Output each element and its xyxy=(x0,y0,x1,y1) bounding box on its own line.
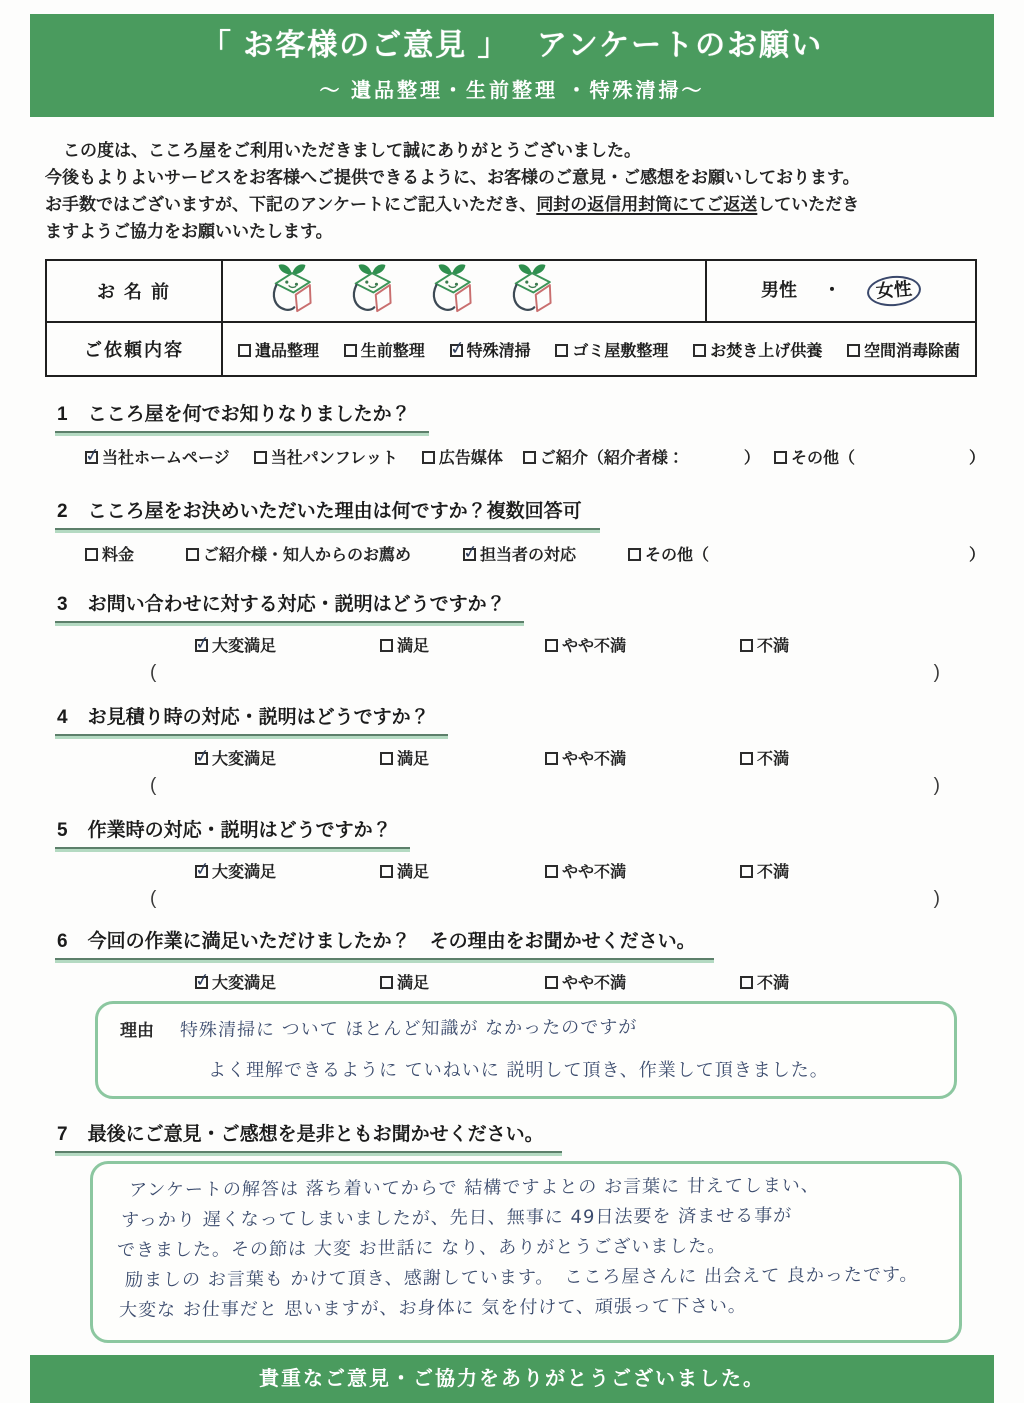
question-title: 最後にご意見・ご感想を是非ともお聞かせください。 xyxy=(87,1124,544,1145)
question-title: 作業時の対応・説明はどうですか？ xyxy=(87,820,392,841)
answer-option: ご紹介（紹介者様： xyxy=(523,445,684,468)
rating-option: やや不満 xyxy=(545,633,740,656)
rating-option: ✓大変満足 xyxy=(195,746,380,769)
checkbox-icon xyxy=(740,752,753,765)
checkbox-icon xyxy=(545,976,558,989)
mascot-stamp-icon xyxy=(506,262,558,320)
request-option: 空間消毒除菌 xyxy=(847,338,960,361)
request-options-cell xyxy=(222,322,976,376)
handwritten-comment-line: 大変な お仕事だと 思いますが、お身体に 気を付けて、頑張って下さい。 xyxy=(118,1295,748,1321)
mascot-stamp-icon xyxy=(266,262,318,320)
checkbox-icon xyxy=(186,548,199,561)
close-paren: ） xyxy=(968,450,985,467)
request-option: お焚き上げ供養 xyxy=(693,338,822,361)
answer-option: 料金 xyxy=(85,542,134,565)
checkbox-icon xyxy=(344,344,357,357)
checkbox-icon xyxy=(380,752,393,765)
question-title: お見積り時の対応・説明はどうですか？ xyxy=(87,707,430,728)
checkbox-icon xyxy=(740,865,753,878)
handwritten-comment-line: 励ましの お言葉も かけて頂き、感謝しています。 こころ屋さんに 出会えて 良かったです。 xyxy=(124,1264,919,1291)
rating-option: ✓大変満足 xyxy=(195,970,380,993)
rating-option: やや不満 xyxy=(545,859,740,882)
checkbox-icon xyxy=(380,976,393,989)
request-option: ✓ 特殊清掃 xyxy=(450,338,531,361)
intro-line-4: ますようご協力をお願いいたします。 xyxy=(45,222,333,241)
gender-separator: ・ xyxy=(823,280,841,300)
rating-option: 満足 xyxy=(380,633,545,656)
checkbox-icon xyxy=(195,976,208,989)
checkbox-icon xyxy=(254,451,267,464)
mascot-stamp-icon xyxy=(426,262,478,320)
request-option: ゴミ屋敷整理 xyxy=(555,338,668,361)
question-5 xyxy=(55,815,985,912)
checkbox-icon xyxy=(195,752,208,765)
name-label: お 名 前 xyxy=(46,260,222,322)
checkbox-icon xyxy=(238,344,251,357)
table-row xyxy=(46,322,976,376)
rating-option: 不満 xyxy=(740,859,789,882)
rating-option: 満足 xyxy=(380,746,545,769)
question-number: 3 xyxy=(57,594,68,615)
scanned-survey-page xyxy=(0,14,1024,1390)
answer-option: ✓ 担当者の対応 xyxy=(463,542,576,565)
mascot-stamp-icon xyxy=(346,262,398,320)
footer-banner: 貴重なご意見・ご協力をありがとうございました。 xyxy=(30,1355,994,1403)
rating-option: やや不満 xyxy=(545,970,740,993)
comment-paren-line: ( ) xyxy=(150,888,940,909)
customer-info-table xyxy=(45,259,977,377)
checkbox-icon xyxy=(523,451,536,464)
request-option: 生前整理 xyxy=(344,338,425,361)
checkbox-icon xyxy=(85,451,98,464)
checkbox-icon xyxy=(693,344,706,357)
checkbox-icon xyxy=(545,639,558,652)
answer-option: 当社パンフレット xyxy=(254,445,398,468)
question-number: 6 xyxy=(57,931,68,952)
checkbox-icon xyxy=(85,548,98,561)
handwritten-reason-line: 特殊清掃に ついて ほとんど知識が なかったのですが xyxy=(179,1016,638,1041)
comment-paren-line: ( ) xyxy=(150,775,940,796)
close-paren: ） xyxy=(743,450,760,467)
question-title: こころ屋を何でお知りなりましたか？ xyxy=(87,404,411,425)
final-comment-box xyxy=(90,1161,962,1343)
question-number: 7 xyxy=(57,1124,68,1145)
intro-line-1: この度は、こころ屋をご利用いただきまして誠にありがとうございました。 xyxy=(63,141,641,160)
rating-option: やや不満 xyxy=(545,746,740,769)
page-subtitle: ～ 遺品整理・生前整理 ・特殊清掃～ xyxy=(319,80,705,102)
answer-option: 広告媒体 xyxy=(422,445,503,468)
checkbox-icon xyxy=(774,451,787,464)
question-title: お問い合わせに対する対応・説明はどうですか？ xyxy=(87,594,506,615)
request-option: 遺品整理 xyxy=(238,338,319,361)
request-label: ご依頼内容 xyxy=(46,322,222,376)
checkbox-icon xyxy=(847,344,860,357)
rating-option: ✓大変満足 xyxy=(195,859,380,882)
checkbox-icon xyxy=(422,451,435,464)
handwritten-reason-line: よく理解できるように ていねいに 説明して頂き、作業して頂きました。 xyxy=(208,1060,829,1081)
question-7 xyxy=(55,1119,985,1343)
checkbox-icon xyxy=(195,639,208,652)
header-banner xyxy=(30,14,994,117)
question-6 xyxy=(55,926,985,1099)
question-number: 5 xyxy=(57,820,68,841)
page-title: 「 お客様のご意見 」 アンケートのお願い xyxy=(200,29,824,62)
question-title: 今回の作業に満足いただけましたか？ その理由をお聞かせください。 xyxy=(87,931,696,952)
reason-box xyxy=(95,1001,957,1099)
question-title: こころ屋をお決めいただいた理由は何ですか？複数回答可 xyxy=(87,501,582,522)
table-row xyxy=(46,260,976,322)
checkbox-icon xyxy=(380,639,393,652)
checkbox-icon xyxy=(463,548,476,561)
checkbox-icon xyxy=(628,548,641,561)
gender-female-label-circled: 女性 xyxy=(866,274,922,309)
handwritten-comment-line: アンケートの解答は 落ち着いてからで 結構ですよとの お言葉に 甘えてしまい、 xyxy=(128,1175,821,1201)
question-3 xyxy=(55,589,985,686)
answer-option: ✓当社ホームページ xyxy=(85,445,230,468)
checkbox-icon xyxy=(450,344,463,357)
gender-male-label: 男性 xyxy=(761,280,797,300)
question-4 xyxy=(55,702,985,799)
return-envelope-emphasis: 同封の返信用封筒にてご返送 xyxy=(536,195,758,214)
rating-option: 不満 xyxy=(740,633,789,656)
handwritten-comment-line: できました。その節は 大変 お世話に なり、ありがとうございました。 xyxy=(116,1235,727,1261)
question-2 xyxy=(55,496,985,565)
reason-label: 理由 xyxy=(120,1021,154,1040)
intro-line-3: お手数ではございますが、下記のアンケートにご記入いただき、同封の返信用封筒にてご返送していただき xyxy=(45,195,860,214)
name-field xyxy=(222,260,706,322)
rating-option: 満足 xyxy=(380,859,545,882)
comment-paren-line: ( ) xyxy=(150,662,940,683)
answer-option: ご紹介様・知人からのお薦め xyxy=(186,542,411,565)
rating-option: 不満 xyxy=(740,746,789,769)
close-paren: ） xyxy=(968,547,985,564)
rating-option: ✓大変満足 xyxy=(195,633,380,656)
intro-paragraph xyxy=(45,137,979,245)
gender-field xyxy=(706,260,976,322)
privacy-stamps xyxy=(224,262,704,320)
answer-option: その他（ xyxy=(774,445,855,468)
question-1 xyxy=(55,399,985,468)
handwritten-comment-line: すっかり 遅くなってしまいましたが、先日、無事に 49日法要を 済ませる事が xyxy=(120,1205,793,1231)
checkbox-icon xyxy=(555,344,568,357)
question-number: 1 xyxy=(57,404,68,425)
answer-option: その他（ xyxy=(628,542,709,565)
checkbox-icon xyxy=(380,865,393,878)
checkbox-icon xyxy=(195,865,208,878)
question-number: 2 xyxy=(57,501,68,522)
intro-line-2: 今後もよりよいサービスをお客様へご提供できるように、お客様のご意見・ご感想をお願いしております。 xyxy=(45,168,860,187)
checkbox-icon xyxy=(545,865,558,878)
checkbox-icon xyxy=(740,639,753,652)
rating-option: 満足 xyxy=(380,970,545,993)
checkbox-icon xyxy=(545,752,558,765)
checkbox-icon xyxy=(740,976,753,989)
question-number: 4 xyxy=(57,707,68,728)
rating-option: 不満 xyxy=(740,970,789,993)
